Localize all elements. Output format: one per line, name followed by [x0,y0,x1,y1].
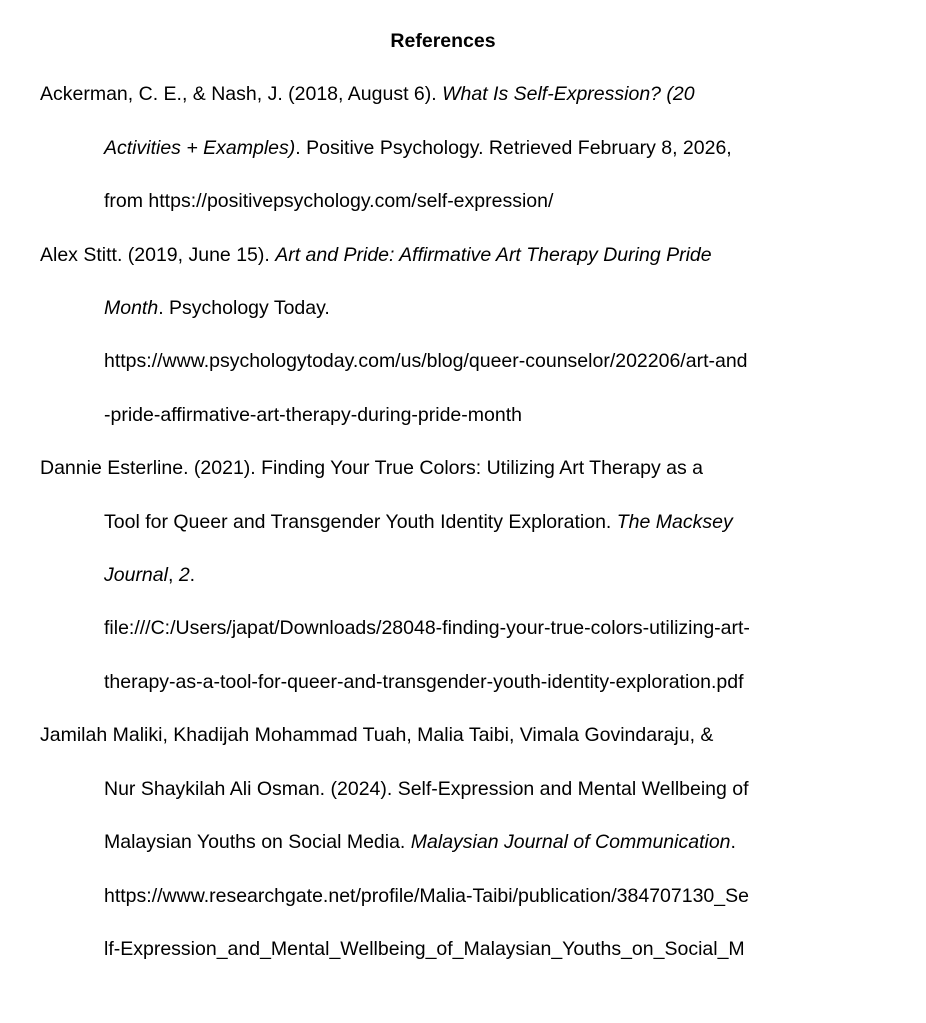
italic-text-segment: Activities + Examples) [104,136,296,159]
references-title: References [390,30,496,52]
reference-line [40,709,846,762]
italic-text-segment: What Is Self-Expression? (20 [442,83,695,106]
reference-line [40,282,846,335]
reference-line [40,389,846,442]
reference-line [40,870,846,923]
text-segment: Malaysian Youths on Social Media. [104,831,411,854]
reference-line [40,122,846,175]
reference-line [40,229,846,282]
reference-entry [40,68,846,228]
reference-line [40,549,846,602]
text-segment: Dannie Esterline. (2021). Finding Your True Colors: Utilizing Art Therapy as a [40,457,703,480]
italic-text-segment: Art and Pride: Affirmative Art Therapy During Pride [275,243,712,266]
text-segment: -pride-affirmative-art-therapy-during-pride-month [104,403,522,426]
reference-entry [40,709,846,976]
text-segment: . Psychology Today. [158,297,330,320]
text-segment: https://www.psychologytoday.com/us/blog/queer-counselor/202206/art-and [104,350,748,373]
text-segment: Alex Stitt. (2019, June 15). [40,243,276,266]
document-content [40,15,846,976]
text-segment: lf-Expression_and_Mental_Wellbeing_of_Malaysian_Youths_on_Social_M [104,937,745,960]
text-segment: , [167,564,179,587]
text-segment: file:///C:/Users/japat/Downloads/28048-finding-your-true-colors-utilizing-art- [104,617,750,640]
reference-line [40,335,846,388]
reference-line [40,923,846,976]
text-segment: . [730,831,736,854]
reference-line [40,656,846,709]
text-segment: Jamilah Maliki, Khadijah Mohammad Tuah, Malia Taibi, Vimala Govindaraju, & [40,724,714,747]
reference-entry [40,229,846,443]
reference-line [40,68,846,121]
reference-line [40,175,846,228]
italic-text-segment: Journal [104,564,168,587]
reference-line [40,496,846,549]
italic-text-segment: 2 [178,564,190,587]
reference-line [40,816,846,869]
reference-line [40,442,846,495]
text-segment: . Positive Psychology. Retrieved February 8, 2026, [295,136,732,159]
text-segment: . [189,564,196,587]
reference-list [40,68,846,976]
text-segment: Tool for Queer and Transgender Youth Identity Exploration. [104,510,617,533]
reference-line [40,602,846,655]
reference-line [40,763,846,816]
italic-text-segment: The Macksey [616,510,733,533]
text-segment: from https://positivepsychology.com/self-expression/ [104,190,554,213]
italic-text-segment: Malaysian Journal of Communication [410,831,731,854]
text-segment: Ackerman, C. E., & Nash, J. (2018, August 6). [40,83,443,106]
reference-entry [40,442,846,709]
italic-text-segment: Month [104,297,159,320]
text-segment: therapy-as-a-tool-for-queer-and-transgender-youth-identity-exploration.pdf [104,670,744,693]
text-segment: https://www.researchgate.net/profile/Malia-Taibi/publication/384707130_Se [104,884,749,907]
text-segment: Nur Shaykilah Ali Osman. (2024). Self-Expression and Mental Wellbeing of [104,777,749,800]
